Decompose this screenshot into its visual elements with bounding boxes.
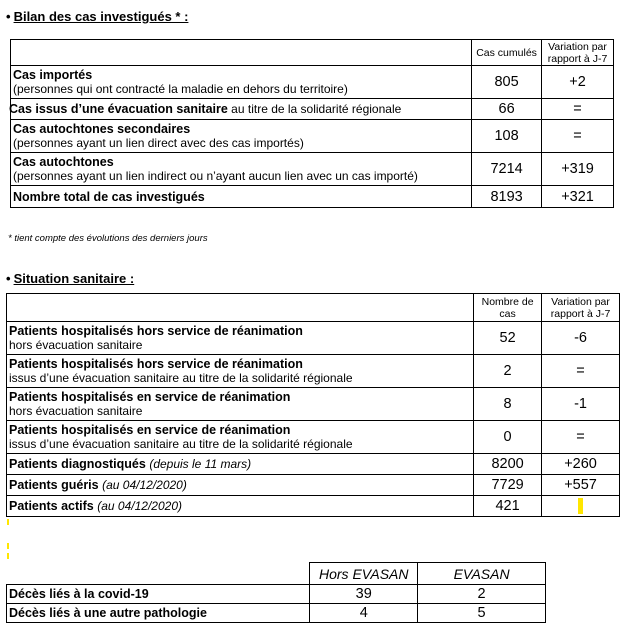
row-label [7,355,474,388]
row-value: 0 [474,421,542,454]
row-value: 2 [474,355,542,388]
row-evasan: 2 [418,585,546,604]
row-title: Décès liés à une autre pathologie [9,606,207,620]
row-title: Patients diagnostiqués [9,457,146,471]
row-variation: = [542,421,620,454]
highlight-dash [7,543,9,549]
highlight-dash [7,553,9,559]
bullet: • [6,271,11,286]
row-label [7,454,474,475]
row-title: Nombre total de cas investigués [13,189,205,204]
row-label [7,421,474,454]
row-label [11,153,472,186]
row-label [11,186,472,208]
header-count: Nombre de cas [474,294,542,322]
header-empty [7,294,474,322]
table-header-row [11,40,614,66]
row-variation: = [542,99,614,120]
row-value: 66 [472,99,542,120]
row-variation: +319 [542,153,614,186]
table-row [11,99,614,120]
row-label [7,496,474,517]
table-row [11,153,614,186]
row-variation-highlight [542,496,620,517]
row-label [7,322,474,355]
row-title: Patients hospitalisés hors service de réanimation [9,324,303,338]
row-title: Cas autochtones secondaires [13,122,191,136]
row-value: 421 [474,496,542,517]
row-variation: -6 [542,322,620,355]
row-title: Cas autochtones [13,155,114,169]
table-row [7,322,620,355]
section-heading-bilan [6,9,188,24]
row-detail: issus d’une évacuation sanitaire au titre de la solidarité régionale [9,371,353,385]
row-hors: 4 [310,604,418,623]
row-detail: (personnes ayant un lien indirect ou n’ayant aucun lien avec un cas importé) [13,169,418,183]
row-variation: = [542,120,614,153]
table-row [7,475,620,496]
row-hors: 39 [310,585,418,604]
table-row [7,454,620,475]
section-title: Situation sanitaire : [13,271,135,286]
row-value: 52 [474,322,542,355]
row-detail: hors évacuation sanitaire [9,338,143,352]
row-note: (depuis le 11 mars) [149,457,252,471]
row-value: 7729 [474,475,542,496]
header-empty [7,563,310,585]
row-detail: (personnes qui ont contracté la maladie en dehors du territoire) [13,82,348,96]
row-value: 8193 [472,186,542,208]
row-variation: -1 [542,388,620,421]
row-evasan: 5 [418,604,546,623]
row-variation: = [542,355,620,388]
row-title: Patients hospitalisés en service de réanimation [9,390,291,404]
header-cumul: Cas cumulés [472,40,542,66]
row-title: Patients guéris [9,478,99,492]
header-hors-evasan: Hors EVASAN [310,563,418,585]
table-row [11,120,614,153]
row-detail: hors évacuation sanitaire [9,404,143,418]
row-detail: issus d’une évacuation sanitaire au titre de la solidarité régionale [9,437,353,451]
bilan-table [10,39,614,208]
table-header-row [7,294,620,322]
header-variation: Variation par rapport à J-7 [542,40,614,66]
section-heading-situation [6,271,134,286]
table-row [7,355,620,388]
row-variation: +557 [542,475,620,496]
row-title: Décès liés à la covid-19 [9,587,149,601]
row-label [7,475,474,496]
table-row [11,66,614,99]
table-row [7,388,620,421]
row-value: 108 [472,120,542,153]
table-row [7,604,546,623]
row-variation: +321 [542,186,614,208]
row-label [11,120,472,153]
section-title: Bilan des cas investigués * : [13,9,189,24]
row-value: 8200 [474,454,542,475]
row-detail: au titre de la solidarité régionale [227,102,402,116]
bullet: • [6,9,11,24]
row-title: Patients hospitalisés en service de réanimation [9,423,291,437]
table-row [7,421,620,454]
row-note: (au 04/12/2020) [97,499,182,513]
row-label [7,99,468,120]
row-value: 805 [472,66,542,99]
header-variation: Variation par rapport à J-7 [542,294,620,322]
row-title: Cas issus d’une évacuation sanitaire [9,102,228,116]
row-value: 8 [474,388,542,421]
table-row-total [11,186,614,208]
row-variation: +2 [542,66,614,99]
situation-table [6,293,620,517]
row-value: 7214 [472,153,542,186]
row-title: Patients hospitalisés hors service de réanimation [9,357,303,371]
row-note: (au 04/12/2020) [102,478,187,492]
header-evasan: EVASAN [418,563,546,585]
footnote: * tient compte des évolutions des derniers jours [8,233,208,244]
row-label [7,388,474,421]
deces-table [6,562,546,623]
row-title: Cas importés [13,68,93,82]
row-title: Patients actifs [9,499,94,513]
highlight-dash [7,519,9,525]
row-label [7,604,310,623]
row-detail: (personnes ayant un lien direct avec des cas importés) [13,136,304,150]
header-empty [11,40,472,66]
row-label [11,66,472,99]
row-variation: +260 [542,454,620,475]
row-label [7,585,310,604]
table-row [7,496,620,517]
table-header-row [7,563,546,585]
table-row [7,585,546,604]
highlight-mark [578,498,583,514]
